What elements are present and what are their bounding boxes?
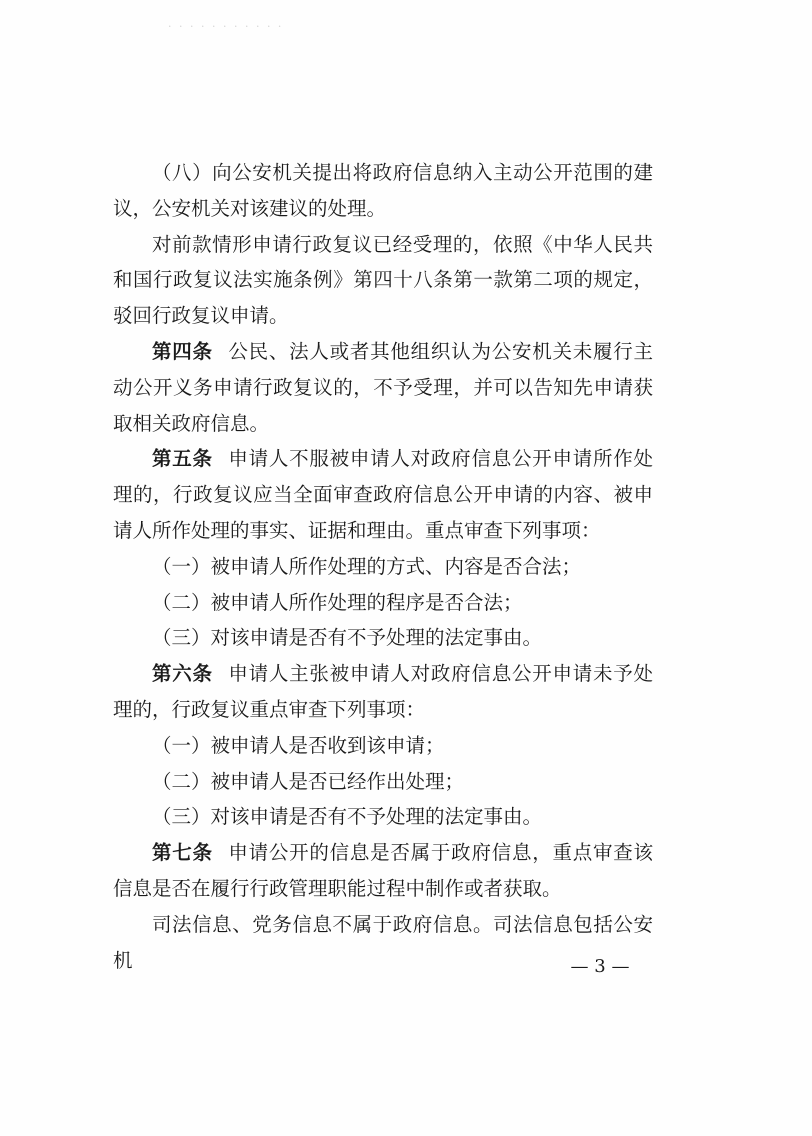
article-5-item-2: （二）被申请人所作处理的程序是否合法； — [152, 590, 523, 614]
article-6-number: 第六条 — [152, 662, 213, 686]
article-4 — [113, 334, 653, 441]
article-5-number: 第五条 — [152, 447, 213, 471]
article-7-text: 申请公开的信息是否属于政府信息，重点审查该信息是否在履行行政管理职能过程中制作或者获取。 — [113, 841, 653, 900]
paragraph-item-8: （八）向公安机关提出将政府信息纳入主动公开范围的建议，公安机关对该建议的处理。 — [113, 161, 653, 220]
document-body — [113, 155, 653, 978]
article-4-text: 公民、法人或者其他组织认为公安机关未履行主动公开义务申请行政复议的，不予受理，并可以告知先申请获取相关政府信息。 — [113, 339, 653, 435]
article-5-item-3: （三）对该申请是否有不予处理的法定事由。 — [152, 626, 543, 650]
article-6-item-1: （一）被申请人是否收到该申请； — [152, 733, 445, 757]
article-7-number: 第七条 — [152, 841, 213, 865]
article-5 — [113, 441, 653, 548]
article-6-item-2: （二）被申请人是否已经作出处理； — [152, 769, 465, 793]
article-4-number: 第四条 — [152, 339, 213, 363]
page-number: — 3 — — [570, 956, 630, 977]
article-5-item-1: （一）被申请人所作处理的方式、内容是否合法； — [152, 554, 582, 578]
article-6-text: 申请人主张被申请人对政府信息公开申请未予处理的，行政复议重点审查下列事项： — [113, 662, 653, 721]
article-7 — [113, 835, 653, 907]
header-mark: · · · · · · · · · · · — [168, 20, 284, 33]
article-5-text: 申请人不服被申请人对政府信息公开申请所作处理的，行政复议应当全面审查政府信息公开申请的内容、被申请人所作处理的事实、证据和理由。重点审查下列事项： — [113, 447, 653, 542]
article-6 — [113, 656, 653, 728]
article-6-item-3: （三）对该申请是否有不予处理的法定事由。 — [152, 805, 543, 829]
paragraph-rejection: 对前款情形申请行政复议已经受理的，依照《中华人民共和国行政复议法实施条例》第四十八条第一款第二项的规定，驳回行政复议申请。 — [113, 232, 653, 328]
paragraph-judicial-info: 司法信息、党务信息不属于政府信息。司法信息包括公安机 — [113, 912, 653, 972]
